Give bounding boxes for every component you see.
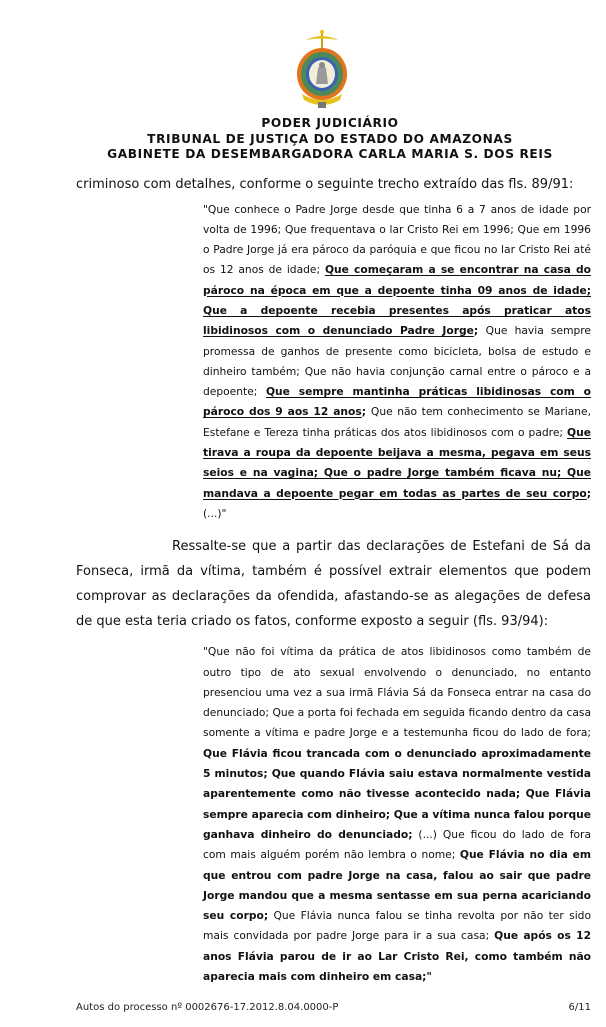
court-header xyxy=(60,116,600,163)
bold-segment: Que após os 12 anos Flávia parou de ir ao Lar Cristo Rei, como também não aparecia mais com dinheiro em casa;" xyxy=(203,929,592,983)
bold-segment: ; xyxy=(586,486,591,500)
header-line-2: TRIBUNAL DE JUSTIÇA DO ESTADO DO AMAZONAS xyxy=(147,131,513,146)
page-number: 6/11 xyxy=(568,1002,591,1014)
body-paragraph xyxy=(76,534,591,634)
text-segment: (...) Que ficou do lado de fora com mais alguém porém não lembra o nome; xyxy=(203,827,592,862)
text-segment: "Que conhece o Padre Jorge desde que tinha 6 a 7 anos de idade por volta de 1996; Que frequentava o lar Cristo Rei em 1996; Que em 1996 o Padre Jorge já era pároco da paróquia e que ficou no lar Cristo Rei até os 12 anos de idade; xyxy=(203,202,591,277)
emphasized-text: Que sempre mantinha práticas libidinosas com o pároco dos 9 aos 12 anos xyxy=(203,385,592,419)
case-number: Autos do processo nº 0002676-17.2012.8.04.0000-P xyxy=(76,1002,339,1014)
seal-area xyxy=(0,0,606,116)
bold-segment: Que Flávia no dia em que entrou com padre Jorge na casa, falou ao sair que padre Jorge mandou que a mesma sentasse em sua perna acariciando seu corpo; xyxy=(203,848,591,923)
text-segment: Que havia sempre promessa de ganhos de presente como bicicleta, bolsa de estudo e dinheiro também; Que não havia conjunção carnal entre o pároco e a depoente; xyxy=(203,324,591,399)
text-segment: Que Flávia nunca falou se tinha revolta por não ter sido mais convidada por padre Jorge para ir a sua casa; xyxy=(203,909,591,943)
emphasized-text: Que tirava a roupa da depoente beijava a mesma, pegava em seus seios e na vagina; Que o padre Jorge também ficava nu; Que mandava a depoente pegar em todas as partes de seu corpo xyxy=(203,425,591,500)
header-line-3: GABINETE DA DESEMBARGADORA CARLA MARIA S. DOS REIS xyxy=(107,147,553,161)
text-segment: "Que não foi vítima da prática de atos libidinosos como também de outro tipo de ato sexual envolvendo o denunciado, no entanto presenciou uma vez a sua irmã Flávia Sá da Fonseca entrar na casa do denunciado; Que a porta foi fechada em seguida ficando dentro da casa somente a vítima e padre Jorge e a testemunha ficou do lado de fora; xyxy=(203,645,591,740)
header-line-1: PODER JUDICIÁRIO xyxy=(261,116,399,130)
paragraph-text: Ressalte-se que a partir das declarações de Estefani de Sá da Fonseca, irmã da vítima, também é possível extrair elementos que podem comprovar as declarações da ofendida, afastando-se as alegações de defesa de que esta teria criado os fatos, conforme exposto a seguir (fls. 93/94): xyxy=(76,539,591,630)
lead-sentence: criminoso com detalhes, conforme o seguinte trecho extraído das fls. 89/91: xyxy=(76,176,574,192)
coat-of-arms-seal xyxy=(296,28,348,110)
bold-segment: ; xyxy=(361,405,371,419)
testimony-quote-2 xyxy=(203,642,591,987)
page-footer xyxy=(76,1001,591,1015)
text-segment: (...)" xyxy=(203,506,227,520)
emphasized-text: Que começaram a se encontrar na casa do pároco na época em que a depoente tinha 09 anos de idade; Que a depoente recebia presentes após praticar atos libidinosos com o denunciado Padre Jorge xyxy=(203,263,592,338)
text-segment: Que não tem conhecimento se Mariane, Estefane e Tereza tinha práticas dos atos libidinosos com o padre; xyxy=(203,405,591,439)
testimony-quote-1 xyxy=(203,200,591,525)
bold-segment: ; xyxy=(473,324,486,338)
bold-segment: Que Flávia ficou trancada com o denunciado aproximadamente 5 minutos; Que quando Flávia saiu estava normalmente vestida aparentemente como não tivesse acontecido nada; Que Flávia sempre aparecia com dinheiro; Que a vítima nunca falou porque ganhava dinheiro do denunciado; xyxy=(203,746,591,841)
